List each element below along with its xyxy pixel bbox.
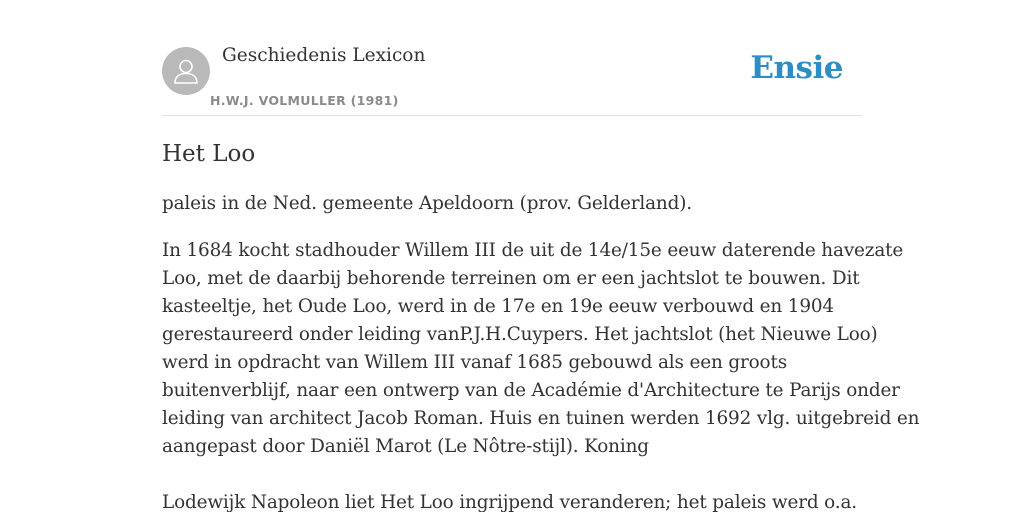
- header: [162, 0, 862, 116]
- body-line: In 1684 kocht stadhouder Willem III de uit de 14e/15e eeuw daterende havezate: [162, 240, 904, 261]
- entry-content: [162, 138, 920, 512]
- body-line: kasteeltje, het Oude Loo, werd in de 17e en 19e eeuw verbouwd en 1904: [162, 296, 834, 317]
- body-line: Loo, met de daarbij behorende terreinen om er een jachtslot te bouwen. Dit: [162, 268, 860, 289]
- body-line: Lodewijk Napoleon liet Het Loo ingrijpend veranderen; het paleis werd o.a.: [162, 492, 857, 512]
- avatar[interactable]: [162, 47, 210, 95]
- entry-title: Het Loo: [162, 141, 256, 167]
- user-icon: [171, 56, 201, 86]
- entry-next-paragraph: [162, 489, 862, 512]
- source-title[interactable]: Geschiedenis Lexicon: [222, 45, 426, 66]
- body-line: werd in opdracht van Willem III vanaf 1685 gebouwd als een groots: [162, 352, 787, 373]
- body-line: buitenverblijf, naar een ontwerp van de Académie d'Architecture te Parijs onder: [162, 380, 900, 401]
- body-line: gerestaureerd onder leiding vanP.J.H.Cuypers. Het jachtslot (het Nieuwe Loo): [162, 324, 878, 345]
- entry-body: [162, 237, 920, 461]
- author-label: H.W.J. VOLMULLER (1981): [210, 93, 399, 108]
- body-line: leiding van architect Jacob Roman. Huis en tuinen werden 1692 vlg. uitgebreid en: [162, 408, 920, 429]
- brand-logo[interactable]: Ensie: [750, 50, 843, 86]
- entry-lead: paleis in de Ned. gemeente Apeldoorn (prov. Gelderland).: [162, 193, 692, 214]
- body-line: aangepast door Daniël Marot (Le Nôtre-stijl). Koning: [162, 436, 649, 457]
